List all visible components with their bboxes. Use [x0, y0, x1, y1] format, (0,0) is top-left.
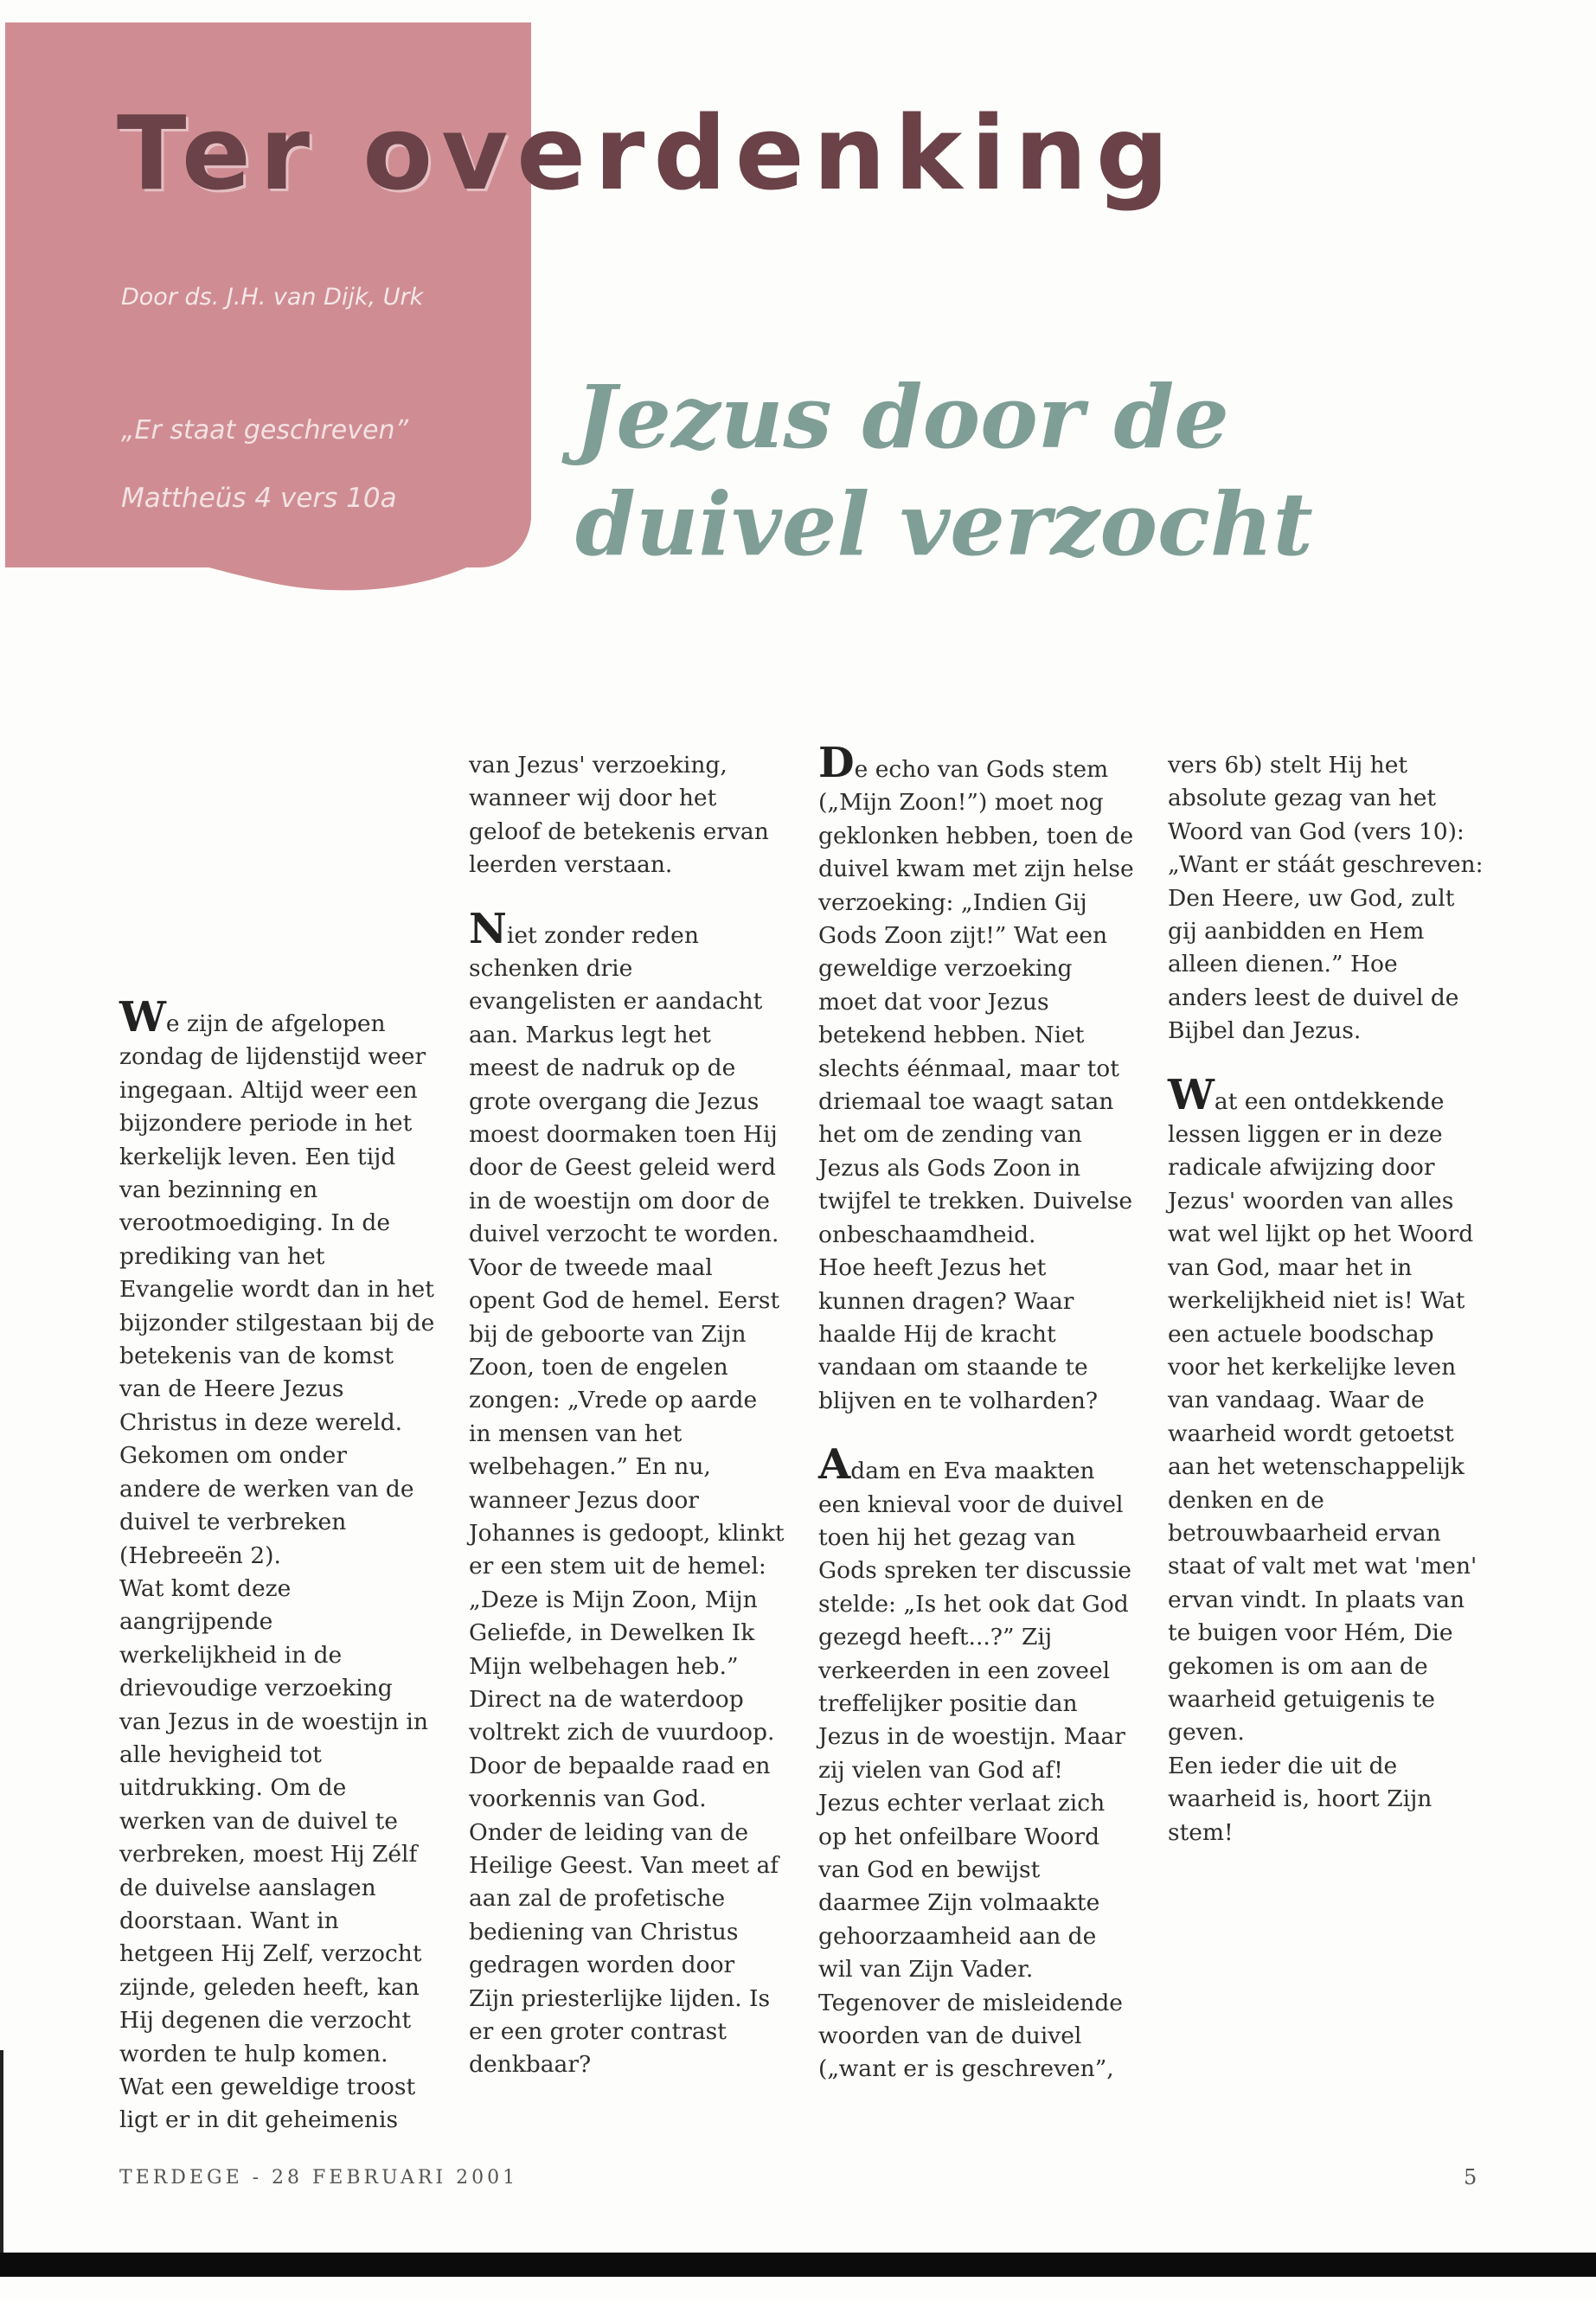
drop-cap: A [818, 1440, 851, 1490]
paragraph: vers 6b) stelt Hij het absolute gezag van het Woord van God (vers 10): „Want er stáát geschreven: Den Heere, uw God, zult gij aanbidden en Hem alleen dienen.” Hoe anders leest de duivel de Bijbel dan Jezus. [1168, 752, 1484, 1045]
scripture-reference: Mattheüs 4 vers 10a [121, 483, 397, 514]
scan-bottom-bar [0, 2253, 1596, 2277]
page-number: 5 [1464, 2165, 1477, 2189]
drop-cap: W [1168, 1070, 1215, 1119]
drop-cap: W [119, 993, 166, 1042]
paragraph: Hoe heeft Jezus het kunnen dragen? Waar haalde Hij de kracht vandaan om staande te blijven en te volharden? [818, 1254, 1099, 1414]
paragraph [1168, 1070, 1484, 1750]
paragraph-text: iet zonder reden schenken drie evangelisten er aandacht aan. Markus legt het meest de nadruk op de grote overgang die Jezus moest doormaken toen Hij door de Geest geleid werd in de woestijn om door de duivel verzocht te worden. [469, 921, 779, 1248]
paragraph [469, 904, 785, 1252]
article-column-2 [469, 749, 785, 2082]
paragraph [119, 993, 435, 1573]
page-title: Ter overdenking [117, 93, 1178, 213]
article-column-3 [818, 739, 1134, 2086]
paragraph [818, 1440, 1134, 1787]
scripture-quote: „Er staat geschreven” [121, 415, 409, 445]
subtitle-line-2: duivel verzocht [575, 473, 1313, 575]
article-column-4 [1168, 749, 1484, 1849]
paragraph: Wat komt deze aangrijpende werkelijkheid in de drievoudige verzoeking van Jezus in de woestijn in alle hevigheid tot uitdrukking. Om de werken van de duivel te verbreken, moest Hij Zélf de duivelse aanslagen doorstaan. Want in hetgeen Hij Zelf, verzocht zijnde, geleden heeft, kan Hij degenen die verzocht worden te hulp komen. Wat een geweldige troost ligt er in dit geheimenis [119, 1574, 428, 2134]
paragraph: Voor de tweede maal opent God de hemel. Eerst bij de geboorte van Zijn Zoon, toen de engelen zongen: „Vrede op aarde in mensen van het welbehagen.” En nu, wanneer Jezus door Johannes is gedoopt, klinkt er een stem uit de hemel: „Deze is Mijn Zoon, Mijn Geliefde, in Dewelken Ik Mijn welbehagen heb.” Direct na de waterdoop voltrekt zich de vuurdoop. Door de bepaalde raad en voorkennis van God. Onder de leiding van de Heilige Geest. Van meet af aan zal de profetische bediening van Christus gedragen worden door Zijn priesterlijke lijden. Is er een groter contrast denkbaar? [469, 1253, 785, 2079]
paragraph-text: dam en Eva maakten een knieval voor de duivel toen hij het gezag van Gods spreken ter discussie stelde: „Is het ook dat God gezegd heeft...?” Zij verkeerden in een zoveel treffelijker positie dan Jezus in de woestijn. Maar zij vielen van God af! [818, 1458, 1131, 1784]
footer-publication: TERDEGE - 28 FEBRUARI 2001 [119, 2167, 519, 2189]
paragraph [818, 739, 1134, 1252]
article-subtitle [575, 363, 1527, 578]
article-column-1 [119, 993, 435, 2138]
paragraph: van Jezus' verzoeking, wanneer wij door het geloof de betekenis ervan leerden verstaan. [469, 752, 769, 879]
paragraph-text: e echo van Gods stem („Mijn Zoon!”) moet nog geklonken hebben, toen de duivel kwam met zijn helse verzoeking: „Indien Gij Gods Zoon zijt!” Wat een geweldige verzoeking moet dat voor Jezus betekend hebben. Niet slechts éénmaal, maar tot driemaal toe waagt satan het om de zending van Jezus als Gods Zoon in twijfel te trekken. Duivelse onbeschaamdheid. [818, 756, 1134, 1248]
paragraph-text: at een ontdekkende lessen liggen er in deze radicale afwijzing door Jezus' woorden van alles wat wel lijkt op het Woord van God, maar het in werkelijkheid niet is! Wat een actuele boodschap voor het kerkelijke leven van vandaag. Waar de waarheid wordt getoetst aan het wetenschappelijk denken en de betrouwbaarheid ervan staat of valt met wat 'men' ervan vindt. In plaats van te buigen voor Hém, Die gekomen is om aan de waarheid getuigenis te geven. [1168, 1087, 1477, 1747]
drop-cap: D [818, 739, 855, 787]
paragraph-text: e zijn de afgelopen zondag de lijdenstijd weer ingegaan. Altijd weer een bijzondere periode in het kerkelijk leven. Een tijd van bezinning en verootmoediging. In de prediking van het Evangelie wordt dan in het bijzonder stilgestaan bij de betekenis van de komst van de Heere Jezus Christus in deze wereld. Gekomen om onder andere de werken van de duivel te verbreken (Hebreeën 2). [119, 1010, 435, 1569]
paragraph: Een ieder die uit de waarheid is, hoort Zijn stem! [1168, 1752, 1433, 1846]
paragraph: Jezus echter verlaat zich op het onfeilbare Woord van God en bewijst daarmee Zijn volmaakte gehoorzaamheid aan de wil van Zijn Vader. Tegenover de misleidende woorden van de duivel („want er is geschreven”, [818, 1790, 1123, 2083]
subtitle-line-1: Jezus door de [575, 366, 1229, 468]
scan-edge-line [0, 2050, 3, 2258]
drop-cap: N [469, 904, 507, 953]
author-byline: Door ds. J.H. van Dijk, Urk [121, 284, 424, 311]
